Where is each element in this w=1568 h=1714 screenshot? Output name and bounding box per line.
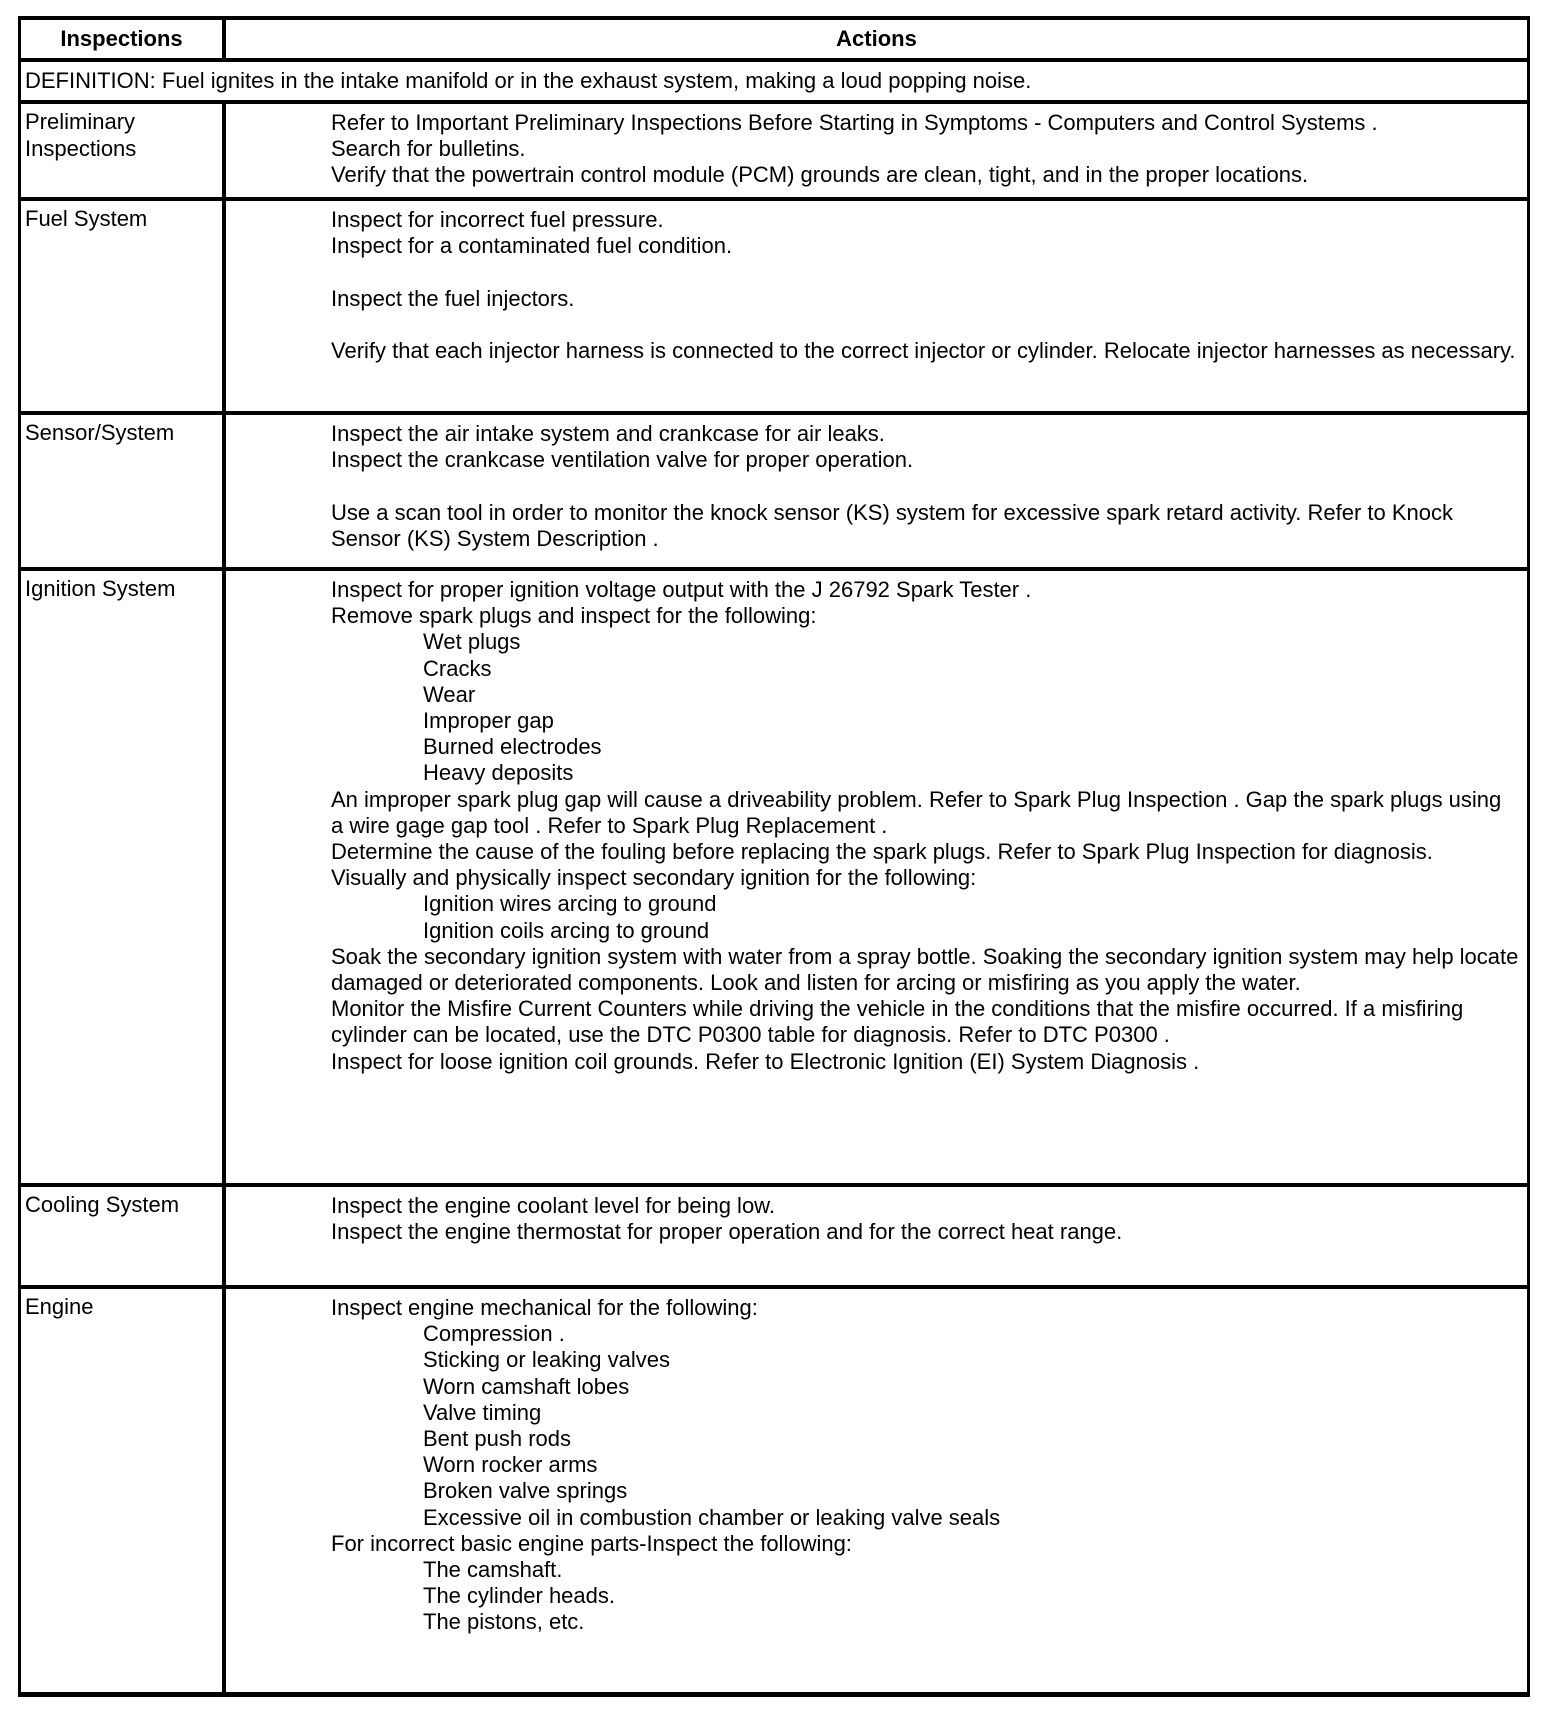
action-item: Use a scan tool in order to monitor the knock sensor (KS) system for excessive spark retard activity. Refer to Knock Sensor (KS) System Description .: [331, 499, 1460, 551]
action-item: Monitor the Misfire Current Counters while driving the vehicle in the conditions that the misfire occurred. If a misfiring cylinder can be located, use the DTC P0300 table for diagnosis. Refer to DTC P0300 .: [331, 996, 1470, 1048]
header-inspections: Inspections: [60, 26, 183, 51]
action-subitem: The cylinder heads.: [423, 1583, 615, 1609]
action-item: Visually and physically inspect secondary ignition for the following:: [331, 865, 977, 891]
action-subitem: Compression .: [423, 1321, 565, 1347]
definition-text: DEFINITION: Fuel ignites in the intake manifold or in the exhaust system, making a loud popping noise.: [25, 68, 1032, 93]
table-row-preliminary: [21, 100, 1527, 197]
action-subitem: Worn camshaft lobes: [423, 1373, 630, 1399]
action-subitem: Bent push rods: [423, 1426, 571, 1452]
action-subitem: Wet plugs: [423, 629, 521, 655]
header-row: [21, 20, 1527, 58]
action-item: Soak the secondary ignition system with water from a spray bottle. Soaking the secondary ignition system may help locate damaged or deteriorated components. Look and listen for arcing or misfiring as you apply the water.: [331, 943, 1525, 996]
actions-list: [331, 1193, 1519, 1245]
action-item: Inspect the engine thermostat for proper operation and for the correct heat range.: [331, 1219, 1123, 1245]
action-subitem: Broken valve springs: [423, 1478, 628, 1504]
action-subitem: Cracks: [423, 655, 492, 681]
action-item: Verify that each injector harness is connected to the correct injector or cylinder. Relocate injector harnesses as necessary.: [331, 337, 1516, 363]
table-row-sensor-system: [21, 411, 1527, 567]
action-subitem: Worn rocker arms: [423, 1452, 598, 1478]
actions-list: [331, 207, 1519, 364]
action-subitem: The pistons, etc.: [423, 1609, 585, 1635]
table-row-engine: [21, 1285, 1527, 1692]
action-item: Inspect for incorrect fuel pressure.: [331, 207, 664, 232]
action-item: Inspect the crankcase ventilation valve for proper operation.: [331, 447, 914, 473]
actions-list: [331, 110, 1519, 189]
header-actions: Actions: [222, 20, 1527, 58]
action-item: For incorrect basic engine parts-Inspect the following:: [331, 1530, 852, 1556]
actions-list: [331, 577, 1525, 1075]
action-subitem: Ignition coils arcing to ground: [423, 917, 710, 943]
action-item: Verify that the powertrain control module (PCM) grounds are clean, tight, and in the proper locations.: [331, 162, 1309, 188]
action-item: [331, 259, 1519, 285]
action-subitem: The camshaft.: [423, 1557, 563, 1583]
table-row-fuel-system: [21, 197, 1527, 411]
action-item: Determine the cause of the fouling before replacing the spark plugs. Refer to Spark Plug Inspection for diagnosis.: [331, 839, 1433, 865]
action-item: Refer to Important Preliminary Inspections Before Starting in Symptoms - Computers and Control Systems .: [331, 110, 1378, 135]
table-row-ignition-system: [21, 567, 1527, 1183]
actions-list: [331, 421, 1519, 552]
action-item: An improper spark plug gap will cause a driveability problem. Refer to Spark Plug Inspection . Gap the spark plugs using a wire gage gap tool . Refer to Spark Plug Replacement .: [331, 786, 1508, 838]
action-item: Inspect the fuel injectors.: [331, 285, 575, 311]
action-item: [331, 473, 1519, 499]
inspections-table: [18, 16, 1530, 1697]
inspection-label: Engine: [25, 1294, 94, 1319]
inspection-label: Sensor/System: [25, 420, 175, 445]
action-item: Inspect for proper ignition voltage output with the J 26792 Spark Tester .: [331, 577, 1032, 602]
table-row-cooling-system: [21, 1183, 1527, 1285]
action-subitem: Sticking or leaking valves: [423, 1347, 671, 1373]
action-subitem: Ignition wires arcing to ground: [423, 891, 717, 917]
action-subitem: Wear: [423, 681, 476, 707]
inspection-label: Ignition System: [25, 576, 176, 601]
action-subitem: Improper gap: [423, 708, 554, 734]
action-item: [331, 312, 1519, 338]
inspection-label: Preliminary Inspections: [25, 109, 137, 161]
action-item: Inspect the air intake system and crankcase for air leaks.: [331, 421, 885, 446]
actions-list: [331, 1295, 1519, 1636]
inspection-label: Cooling System: [25, 1192, 180, 1217]
action-item: Inspect engine mechanical for the following:: [331, 1295, 758, 1320]
action-item: Inspect for a contaminated fuel condition.: [331, 233, 733, 259]
action-item: Remove spark plugs and inspect for the following:: [331, 603, 817, 629]
action-item: Inspect the engine coolant level for being low.: [331, 1193, 775, 1218]
action-subitem: Excessive oil in combustion chamber or leaking valve seals: [423, 1504, 1001, 1530]
inspection-label: Fuel System: [25, 206, 148, 231]
action-subitem: Valve timing: [423, 1399, 542, 1425]
definition-row: [21, 58, 1527, 100]
action-item: Search for bulletins.: [331, 136, 526, 162]
action-subitem: Heavy deposits: [423, 760, 574, 786]
action-item: Inspect for loose ignition coil grounds. Refer to Electronic Ignition (EI) System Diagnosis .: [331, 1048, 1200, 1074]
action-subitem: Burned electrodes: [423, 734, 602, 760]
